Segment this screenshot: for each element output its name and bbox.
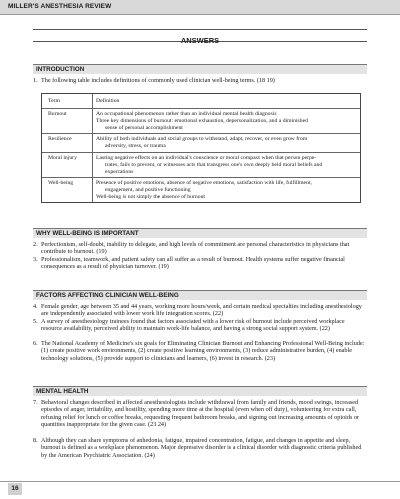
table-rule <box>42 108 360 109</box>
item-text: The National Academy of Medicine's six goals for Eliminating Clinician Burnout and Enhancing Professional Well-Being include: (1) create positive work environments, (2) create positive learning environments, (3) reduce administrative burden, (4) enable technology solutions, (5) provide support to clinicians and learners, (6) invest in research. (23) <box>41 340 365 362</box>
answer-item-7 <box>33 399 367 428</box>
item-number: 5. <box>33 318 38 325</box>
answers-title: ANSWERS <box>180 36 220 45</box>
footer-rule <box>0 481 400 482</box>
definition-line: Lasting negative effects on an individual's conscience or moral compass when that person perpe- <box>96 155 317 161</box>
item-text: A survey of anesthesiology trainees found that factors associated with a lower risk of burnout include perceived workplace resource availability, perceived ability to maintain work-life balance, and having a strong social support system. (22) <box>41 318 345 333</box>
definition-line: Three key dimensions of burnout: emotional exhaustion, depersonalization, and a diminished <box>96 118 308 124</box>
answer-item-1 <box>33 77 367 84</box>
item-text: Behavioral changes described in affected anesthesiologists include withdrawal from family and friends, mood swings, increased episodes of anger, irritability, and hostility, spending more time at the hospital (even when off duty), volunteering for extra call, refusing relief for lunch or coffee breaks, requesting frequent bathroom breaks, and signing out increasing amounts of opioids or quantities inappropriate for the given case. (23 24) <box>41 399 360 428</box>
term-cell: Well-being <box>48 180 74 186</box>
definition-line: Presence of positive emotions, absence of negative emotions, satisfaction with life, fulfillment, <box>96 180 312 186</box>
item-number: 8. <box>33 437 38 444</box>
definition-line: An occupational phenomenon rather than an individual mental health diagnosis <box>96 111 277 117</box>
answer-item-8 <box>33 437 367 459</box>
definition-line: Ability of both individuals and social groups to withstand, adapt, recover, or even grow from <box>96 136 308 142</box>
answer-item-4 <box>33 303 367 318</box>
term-cell: Burnout <box>48 111 67 117</box>
item-number: 7. <box>33 399 38 406</box>
header-term: Term <box>48 98 60 104</box>
definition-line: trates, fails to prevent, or witnesses acts that transgress one's own deeply held moral beliefs and <box>105 162 323 168</box>
answers-heading <box>33 29 367 45</box>
item-number: 6. <box>33 340 38 347</box>
table-rule <box>42 177 360 178</box>
item-text: The following table includes definitions of commonly used clinician well-being terms. (18 19) <box>41 77 275 84</box>
term-cell: Moral injury <box>48 155 77 161</box>
section-factors <box>33 290 367 300</box>
item-text: Although they can share symptoms of anhedonia, fatigue, impaired concentration, fatigue, and changes in appetite and sleep, burnout is defined as a workplace phenomenon. Major depressive disorder is a clinical disorder with diagnostic criteria published by the American Psychiatric Association. (24) <box>41 437 362 459</box>
answer-item-5 <box>33 318 367 333</box>
item-text: Perfectionism, self-doubt, inability to delegate, and high levels of commitment are personal characteristics in physicians that contribute to burnout. (19) <box>41 241 350 256</box>
running-head <box>0 0 400 15</box>
item-text: Female gender, age between 35 and 44 years, working more hours/week, and certain medical specialties including anesthesiology are independently associated with lower work life integration scores. (22) <box>41 303 362 318</box>
section-factors-title: FACTORS AFFECTING CLINICIAN WELL-BEING <box>36 292 179 299</box>
section-intro <box>33 64 367 74</box>
definition-line: adversity, stress, or trauma <box>105 143 166 149</box>
definition-line: engagement, and positive functioning <box>105 187 191 193</box>
answer-item-2 <box>33 241 367 256</box>
table-rule <box>42 152 360 153</box>
answer-item-3 <box>33 256 367 271</box>
header-definition: Definition <box>96 98 120 104</box>
section-why <box>33 228 367 238</box>
item-number: 1. <box>33 77 38 84</box>
definitions-table <box>41 93 361 203</box>
definition-line: Well-being is not simply the absence of burnout <box>96 194 206 200</box>
item-number: 2. <box>33 241 38 248</box>
item-text: Professionalism, teamwork, and patient safety can all suffer as a result of burnout. Health systems suffer negative financial consequences as a result of physician turnover. (19) <box>41 256 345 271</box>
section-why-title: WHY WELL-BEING IS IMPORTANT <box>36 230 139 237</box>
definition-line: sense of personal accomplishment <box>105 125 183 131</box>
answer-item-6 <box>33 340 367 362</box>
table-column-divider <box>92 94 93 202</box>
page-number: 16 <box>8 483 22 495</box>
section-mental-health <box>33 386 367 396</box>
section-intro-title: INTRODUCTION <box>36 66 85 73</box>
item-number: 3. <box>33 256 38 263</box>
running-head-text: MILLER'S ANESTHESIA REVIEW <box>8 3 112 10</box>
definition-line: expectations <box>105 169 134 175</box>
table-rule <box>42 133 360 134</box>
section-mental-health-title: MENTAL HEALTH <box>36 388 89 395</box>
item-number: 4. <box>33 303 38 310</box>
term-cell: Resilience <box>48 136 72 142</box>
